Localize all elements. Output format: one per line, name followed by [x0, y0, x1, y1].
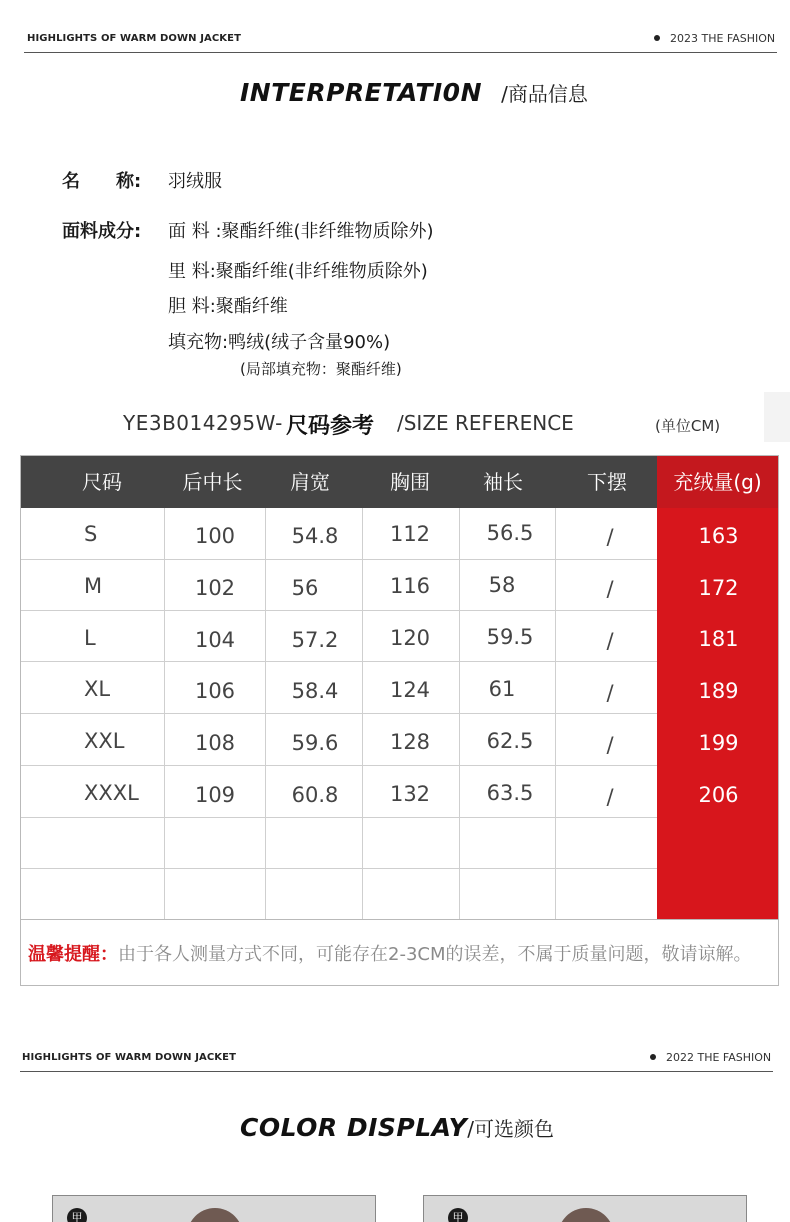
fabric-note: (局部填充物：聚酯纤维) — [240, 360, 402, 378]
table-cell: 189 — [698, 679, 739, 703]
fabric-line-inner: 胆 料:聚酯纤维 — [168, 296, 288, 317]
table-cell: 199 — [698, 731, 739, 755]
table-cell: / — [606, 785, 614, 809]
header-divider-2 — [20, 1071, 773, 1072]
fabric-line-lining: 里 料:聚酯纤维(非纤维物质除外) — [168, 261, 428, 282]
table-cell: / — [606, 733, 614, 757]
jacket-image — [558, 1208, 614, 1222]
table-cell: XXXL — [84, 781, 139, 805]
table-cell: 58.4 — [291, 679, 339, 703]
table-cell: 128 — [389, 730, 431, 754]
section-title-interpretation — [240, 78, 588, 107]
table-cell: S — [84, 522, 98, 546]
table-cell: 132 — [389, 782, 431, 806]
table-cell: 54.8 — [291, 524, 339, 548]
table-cell: 206 — [698, 783, 739, 807]
size-notice — [28, 940, 752, 966]
name-label: 名 称: — [62, 171, 142, 192]
th-sleeve: 袖长 — [483, 470, 523, 494]
table-cell: / — [606, 629, 614, 653]
table-cell: 109 — [194, 783, 236, 807]
row-divider — [21, 868, 657, 869]
table-cell: L — [84, 626, 96, 650]
header-year-text: 2023 THE FASHION — [670, 32, 776, 45]
bullet-icon — [650, 1054, 656, 1060]
table-cell: 56.5 — [486, 521, 534, 545]
th-back-length: 后中长 — [182, 470, 243, 494]
table-cell: 163 — [698, 524, 739, 548]
color-option-1[interactable] — [52, 1195, 376, 1222]
table-cell: 124 — [389, 678, 431, 702]
header-title: HIGHLIGHTS OF WARM DOWN JACKET — [27, 33, 241, 44]
notice-label: 温馨提醒： — [28, 944, 118, 965]
table-cell: 60.8 — [291, 783, 339, 807]
table-cell: 59.5 — [486, 625, 534, 649]
table-cell: 100 — [194, 524, 236, 548]
notice-text: 由于各人测量方式不同，可能存在2-3CM的误差，不属于质量问题，敬请谅解。 — [118, 944, 752, 965]
table-cell: 104 — [194, 628, 236, 652]
header-title-2: HIGHLIGHTS OF WARM DOWN JACKET — [22, 1052, 236, 1063]
size-reference-title-cn: 尺码参考 — [286, 414, 375, 439]
fabric-label: 面料成分: — [62, 221, 142, 242]
table-cell: 116 — [389, 574, 431, 598]
table-cell: 181 — [698, 627, 739, 651]
color-option-2[interactable] — [423, 1195, 747, 1222]
table-cell: / — [606, 577, 614, 601]
section-title-en: INTERPRETATI0N — [240, 78, 482, 107]
name-value: 羽绒服 — [168, 171, 222, 192]
fabric-line-filling: 填充物:鸭绒(绒子含量90%) — [168, 332, 391, 353]
size-reference-title-en: /SIZE REFERENCE — [397, 411, 574, 435]
th-chest: 胸围 — [390, 470, 430, 494]
table-cell: / — [606, 681, 614, 705]
table-cell: 56 — [291, 576, 319, 600]
section-title-cn: /商品信息 — [501, 82, 588, 106]
table-cell: 59.6 — [291, 731, 339, 755]
header-divider — [24, 52, 777, 53]
th-size: 尺码 — [82, 470, 122, 494]
table-cell: XXL — [84, 729, 125, 753]
table-cell: 102 — [194, 576, 236, 600]
table-cell: 106 — [194, 679, 236, 703]
header-year-2 — [650, 1051, 771, 1064]
table-cell: 57.2 — [291, 628, 339, 652]
table-cell: 172 — [698, 576, 739, 600]
color-title-cn: /可选颜色 — [467, 1117, 554, 1141]
table-cell: 61 — [488, 677, 516, 701]
fabric-line-outer: 面 料 :聚酯纤维(非纤维物质除外) — [168, 221, 434, 242]
jacket-image — [187, 1208, 243, 1222]
table-cell: / — [606, 525, 614, 549]
color-badge: 甲 — [67, 1208, 87, 1222]
table-cell: 58 — [488, 573, 516, 597]
th-shoulder: 肩宽 — [290, 470, 330, 494]
decor-block — [764, 392, 790, 442]
table-cell: XL — [84, 677, 111, 701]
unit-label: (单位CM) — [655, 417, 721, 435]
product-code: YE3B014295W- — [123, 411, 283, 435]
table-cell: 120 — [389, 626, 431, 650]
header-year — [654, 32, 775, 45]
color-badge: 甲 — [448, 1208, 468, 1222]
section-title-color — [240, 1113, 554, 1142]
th-down-fill: 充绒量(g) — [673, 470, 762, 494]
color-title-en: COLOR DISPLAY — [240, 1113, 468, 1142]
table-cell: 62.5 — [486, 729, 534, 753]
th-hem: 下摆 — [587, 470, 627, 494]
table-cell: 108 — [194, 731, 236, 755]
bullet-icon — [654, 35, 660, 41]
table-cell: M — [84, 574, 103, 598]
row-divider — [21, 919, 778, 920]
header-year-text-2: 2022 THE FASHION — [666, 1051, 772, 1064]
table-cell: 63.5 — [486, 781, 534, 805]
table-cell: 112 — [389, 522, 431, 546]
